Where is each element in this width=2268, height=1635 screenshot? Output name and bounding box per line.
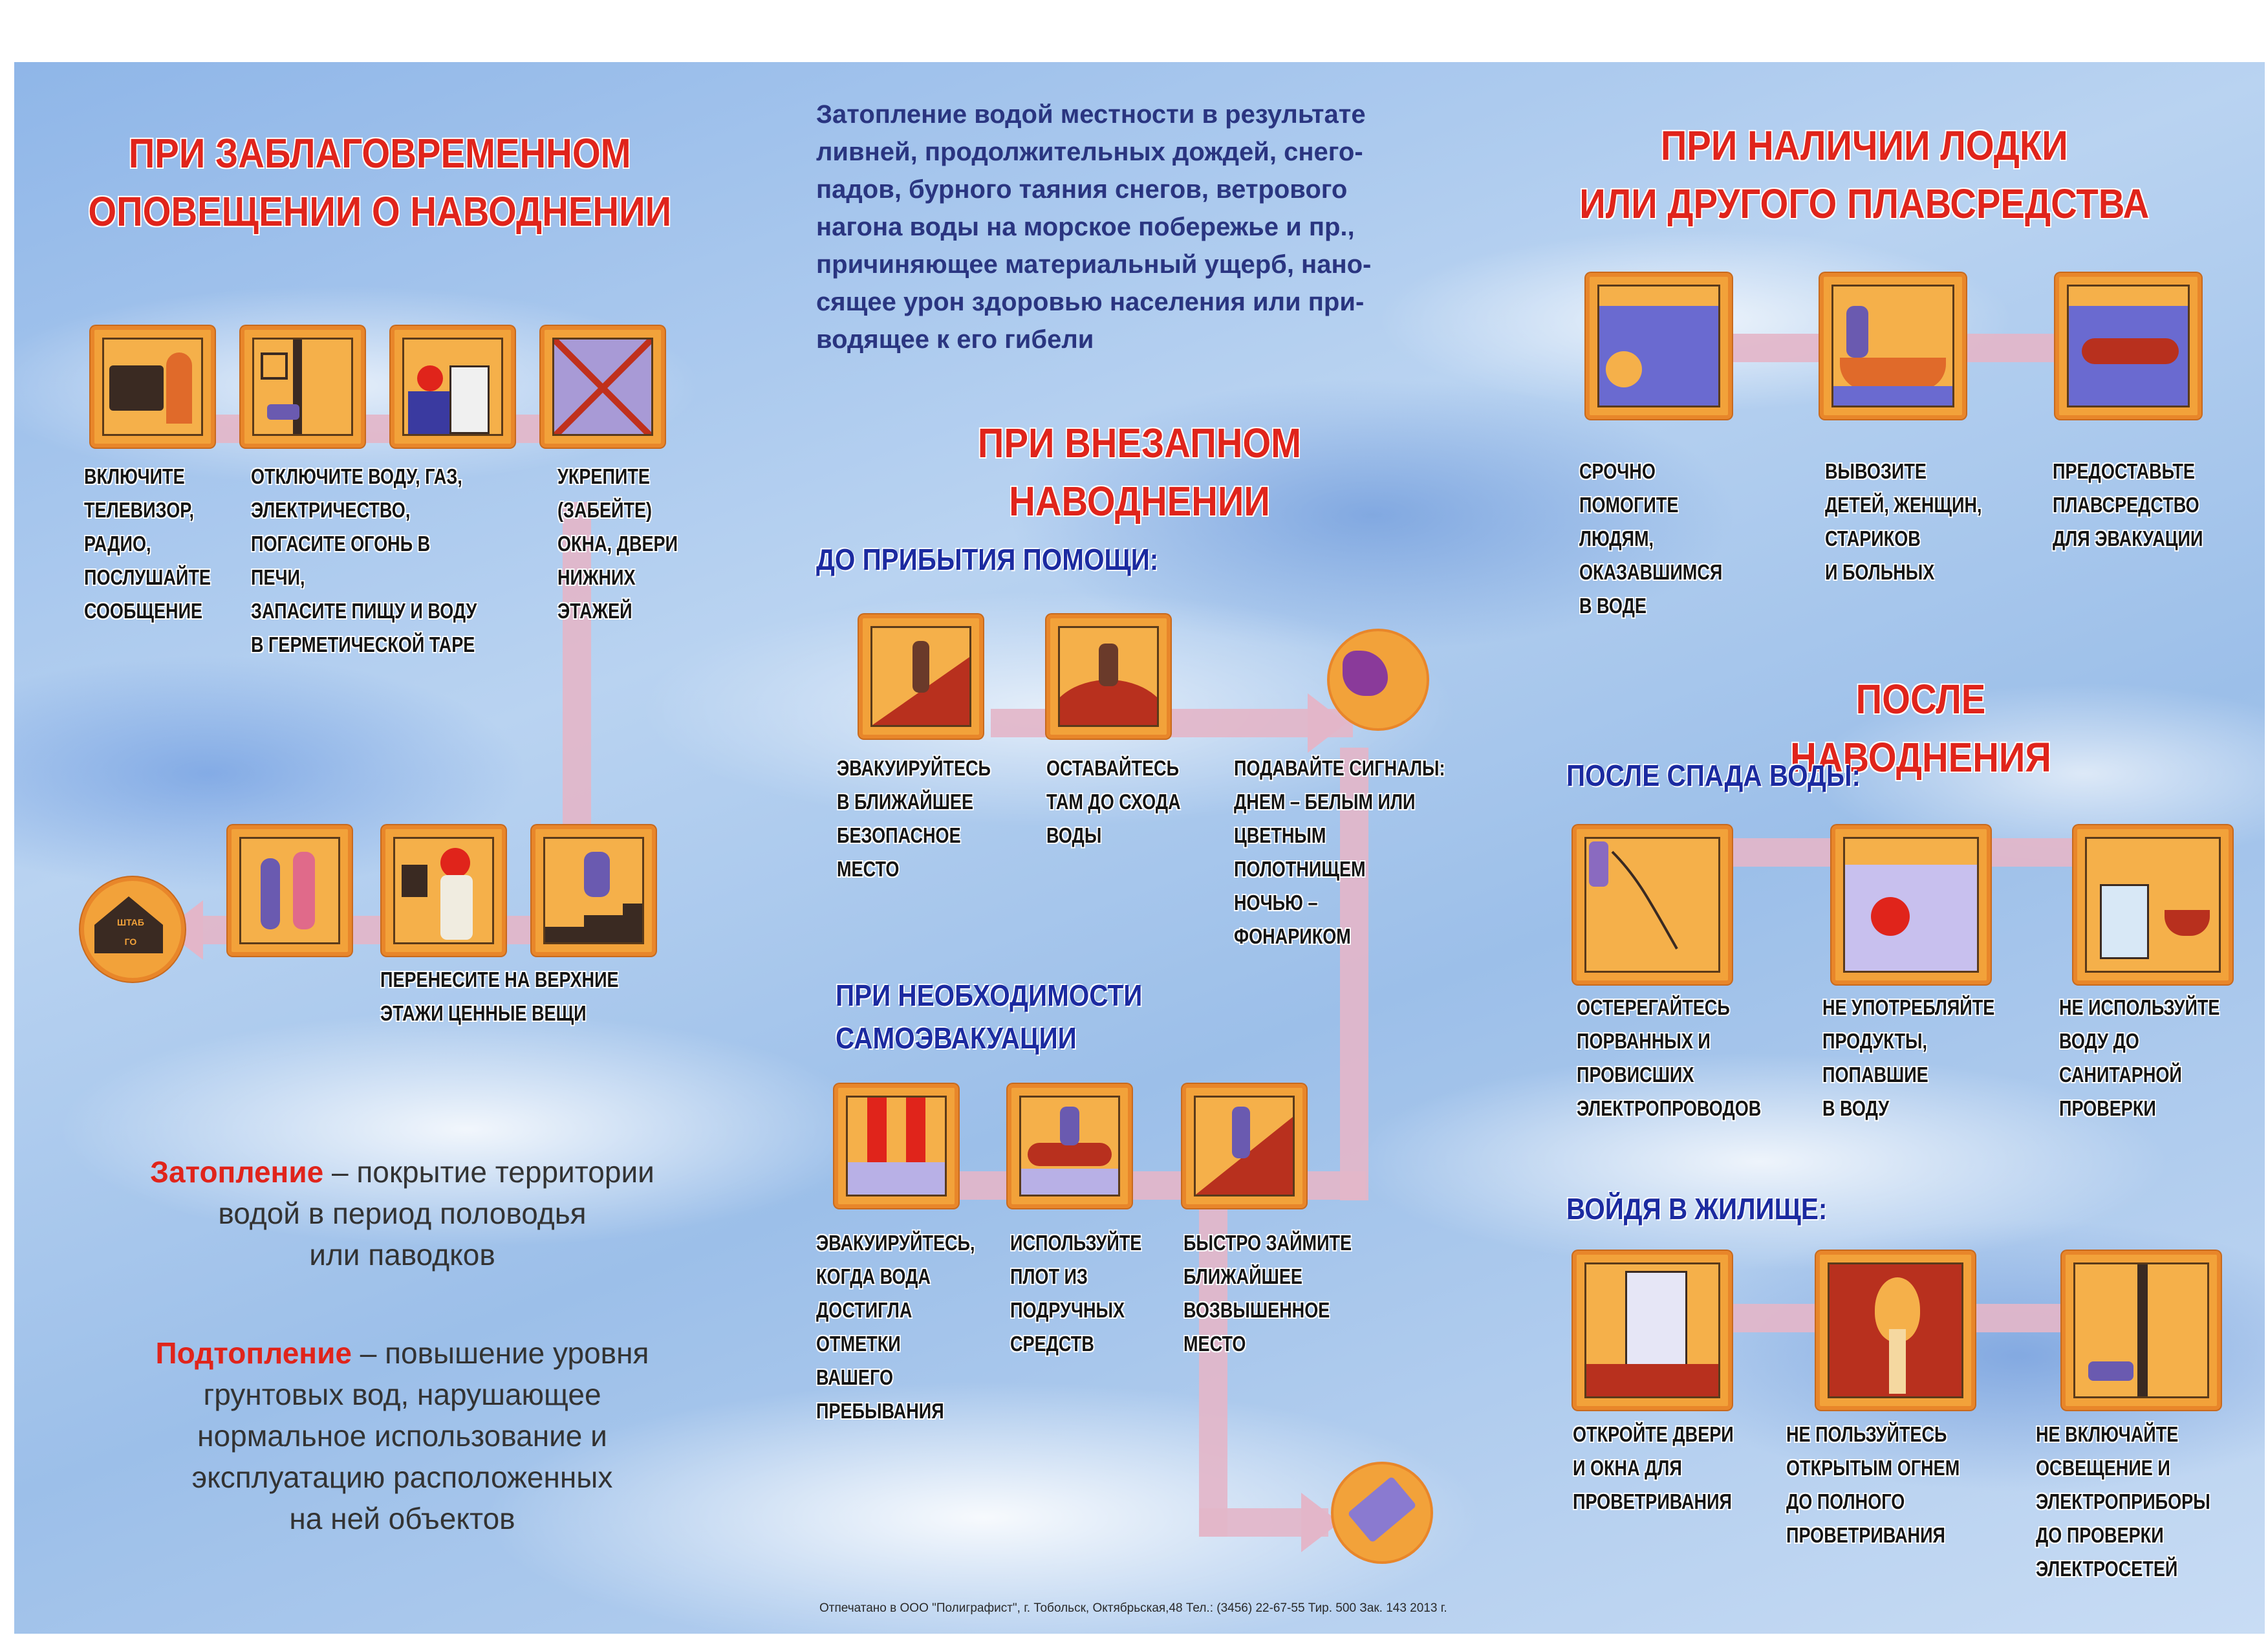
definition-text: – повышение уровня грунтовых вод, нарушающее нормальное использование и эксплуатацию расположенных на ней объектов: [191, 1336, 649, 1535]
caption-food: НЕ УПОТРЕБЛЯЙТЕ ПРОДУКТЫ, ПОПАВШИЕ В ВОДУ: [1822, 995, 1995, 1120]
caption-when-water: ЭВАКУИРУЙТЕСЬ, КОГДА ВОДА ДОСТИГЛА ОТМЕТКИ ВАШЕГО ПРЕБЫВАНИЯ: [816, 1231, 975, 1423]
subheading-after-water: ПОСЛЕ СПАДА ВОДЫ:: [1566, 759, 1861, 792]
title-line: ОПОВЕЩЕНИИ О НАВОДНЕНИИ: [88, 188, 672, 235]
caption-provide: ПРЕДОСТАВЬТЕ ПЛАВСРЕДСТВО ДЛЯ ЭВАКУАЦИИ: [2053, 459, 2203, 550]
water-glass-icon: [2073, 825, 2232, 984]
caption-wires: ОСТЕРЕГАЙТЕСЬ ПОРВАННЫХ И ПРОВИСШИХ ЭЛЕКТРОПРОВОДОВ: [1577, 995, 1762, 1120]
caption-raft: ИСПОЛЬЗУЙТЕ ПЛОТ ИЗ ПОДРУЧНЫХ СРЕДСТВ: [1010, 1231, 1142, 1356]
subheading-line: ПРИ НЕОБХОДИМОСТИ: [836, 979, 1143, 1012]
walk-to-safety-icon: [859, 614, 983, 739]
lit-match-icon: [1816, 1251, 1975, 1410]
electric-iron-icon: [2062, 1251, 2221, 1410]
subheading-before-help: ДО ПРИБЫТИЯ ПОМОЩИ:: [816, 543, 1159, 576]
print-info-footer: Отпечатано в ООО "Полиграфист", г. Тобольск, Октябрьская,48 Тел.: (3456) 22-67-55 Тир. 500 Зак. 143 2013 г.: [819, 1601, 1447, 1615]
caption-high-place: БЫСТРО ЗАЙМИТЕ БЛИЖАЙШЕЕ ВОЗВЫШЕННОЕ МЕСТО: [1183, 1231, 1352, 1356]
rescue-from-water-icon: [1586, 273, 1732, 419]
caption-stay: ОСТАВАЙТЕСЬ ТАМ ДО СХОДА ВОДЫ: [1046, 756, 1181, 847]
subheading-line: САМОЭВАКУАЦИИ: [836, 1021, 1077, 1055]
carry-valuables-upstairs-icon: [532, 825, 656, 956]
caption-water: НЕ ИСПОЛЬЗУЙТЕ ВОДУ ДО САНИТАРНОЙ ПРОВЕРКИ: [2059, 995, 2220, 1120]
title-line: ИЛИ ДРУГОГО ПЛАВСРЕДСТВА: [1579, 180, 2150, 227]
caption-tv: ВКЛЮЧИТЕ ТЕЛЕВИЗОР, РАДИО, ПОСЛУШАЙТЕ СООБЩЕНИЕ: [84, 464, 211, 623]
hanging-wires-icon: [1573, 825, 1732, 984]
caption-utilities: ОТКЛЮЧИТЕ ВОДУ, ГАЗ, ЭЛЕКТРИЧЕСТВО, ПОГАСИТЕ ОГОНЬ В ПЕЧИ, ЗАПАСИТЕ ПИЩУ И ВОДУ В ГЕРМЕТИЧЕСКОЙ ТАРЕ: [251, 464, 477, 656]
caption-signals: ПОДАВАЙТЕ СИГНАЛЫ: ДНЕМ – БЕЛЫМ ИЛИ ЦВЕТНЫМ ПОЛОТНИЩЕМ НОЧЬЮ – ФОНАРИКОМ: [1234, 756, 1445, 948]
person-with-document-icon: [382, 825, 506, 956]
flood-safety-poster: [14, 62, 2265, 1634]
title-line: ПРИ НАЛИЧИИ ЛОДКИ: [1660, 122, 2068, 169]
definition-underflood: [53, 1291, 751, 1539]
section-title-advance-warning: [72, 124, 687, 241]
boarded-window-icon: [541, 326, 665, 448]
section-title-sudden-flood: ПРИ ВНЕЗАПНОМ НАВОДНЕНИИ: [977, 420, 1302, 525]
section-title-after-flood: ПОСЛЕ НАВОДНЕНИЯ: [1790, 676, 2051, 781]
utilities-off-icon: [241, 326, 365, 448]
signal-flag-icon: [1327, 629, 1429, 731]
raft-icon: [1008, 1084, 1132, 1208]
spoiled-food-icon: [1831, 825, 1991, 984]
definition-flood: [53, 1110, 751, 1275]
stay-on-hill-icon: [1046, 614, 1171, 739]
caption-take-out: ВЫВОЗИТЕ ДЕТЕЙ, ЖЕНЩИН, СТАРИКОВ И БОЛЬНЫХ: [1825, 459, 1982, 584]
family-evacuating-icon: [228, 825, 352, 956]
subheading-entering-home: ВОЙДЯ В ЖИЛИЩЕ:: [1566, 1192, 1828, 1226]
caption-windows: УКРЕПИТЕ (ЗАБЕЙТЕ) ОКНА, ДВЕРИ НИЖНИХ ЭТАЖЕЙ: [557, 464, 678, 623]
intro-paragraph: Затопление водой местности в результате ливней, продолжительных дождей, снего- падов, бурного таяния снегов, ветрового нагона воды на морское побережье и пр., причиняющее материальный ущерб, нано- сящее урон здоровью населения или при- водящее к его гибели: [816, 100, 1372, 354]
section-title-boat: [1560, 116, 2169, 233]
person-in-boat-icon: [2055, 273, 2201, 419]
hq-number: ГО: [124, 937, 137, 947]
flashlight-icon: [1331, 1462, 1433, 1564]
connector: [991, 709, 1353, 737]
caption-no-fire: НЕ ПОЛЬЗУЙТЕСЬ ОТКРЫТЫМ ОГНЕМ ДО ПОЛНОГО ПРОВЕТРИВАНИЯ: [1786, 1422, 1960, 1547]
title-line: ПРИ ЗАБЛАГОВРЕМЕННОМ: [128, 130, 631, 177]
connector: [163, 415, 577, 443]
definition-text: – покрытие территории водой в период половодья или паводков: [218, 1155, 654, 1272]
tv-radio-icon: [91, 326, 215, 448]
subheading-self-evacuation: [836, 974, 1234, 1059]
term-underflood: Подтопление: [155, 1336, 352, 1370]
term-flood: Затопление: [150, 1155, 324, 1189]
food-supplies-icon: [391, 326, 515, 448]
caption-help: СРОЧНО ПОМОГИТЕ ЛЮДЯМ, ОКАЗАВШИМСЯ В ВОДЕ: [1579, 459, 1723, 618]
caption-no-power: НЕ ВКЛЮЧАЙТЕ ОСВЕЩЕНИЕ И ЭЛЕКТРОПРИБОРЫ ДО ПРОВЕРКИ ЭЛЕКТРОСЕТЕЙ: [2036, 1422, 2210, 1581]
water-at-legs-icon: [834, 1084, 958, 1208]
hq-label: ШТАБ: [117, 917, 144, 927]
open-window-icon: [1573, 1251, 1732, 1410]
caption-ventilate: ОТКРОЙТЕ ДВЕРИ И ОКНА ДЛЯ ПРОВЕТРИВАНИЯ: [1573, 1422, 1734, 1513]
hq-shelter-icon: [80, 877, 185, 982]
caption-valuables: ПЕРЕНЕСИТЕ НА ВЕРХНИЕ ЭТАЖИ ЦЕННЫЕ ВЕЩИ: [380, 968, 619, 1025]
caption-evacuate: ЭВАКУИРУЙТЕСЬ В БЛИЖАЙШЕЕ БЕЗОПАСНОЕ МЕСТО: [837, 756, 991, 881]
boat-passengers-icon: [1820, 273, 1966, 419]
climb-higher-icon: [1182, 1084, 1306, 1208]
